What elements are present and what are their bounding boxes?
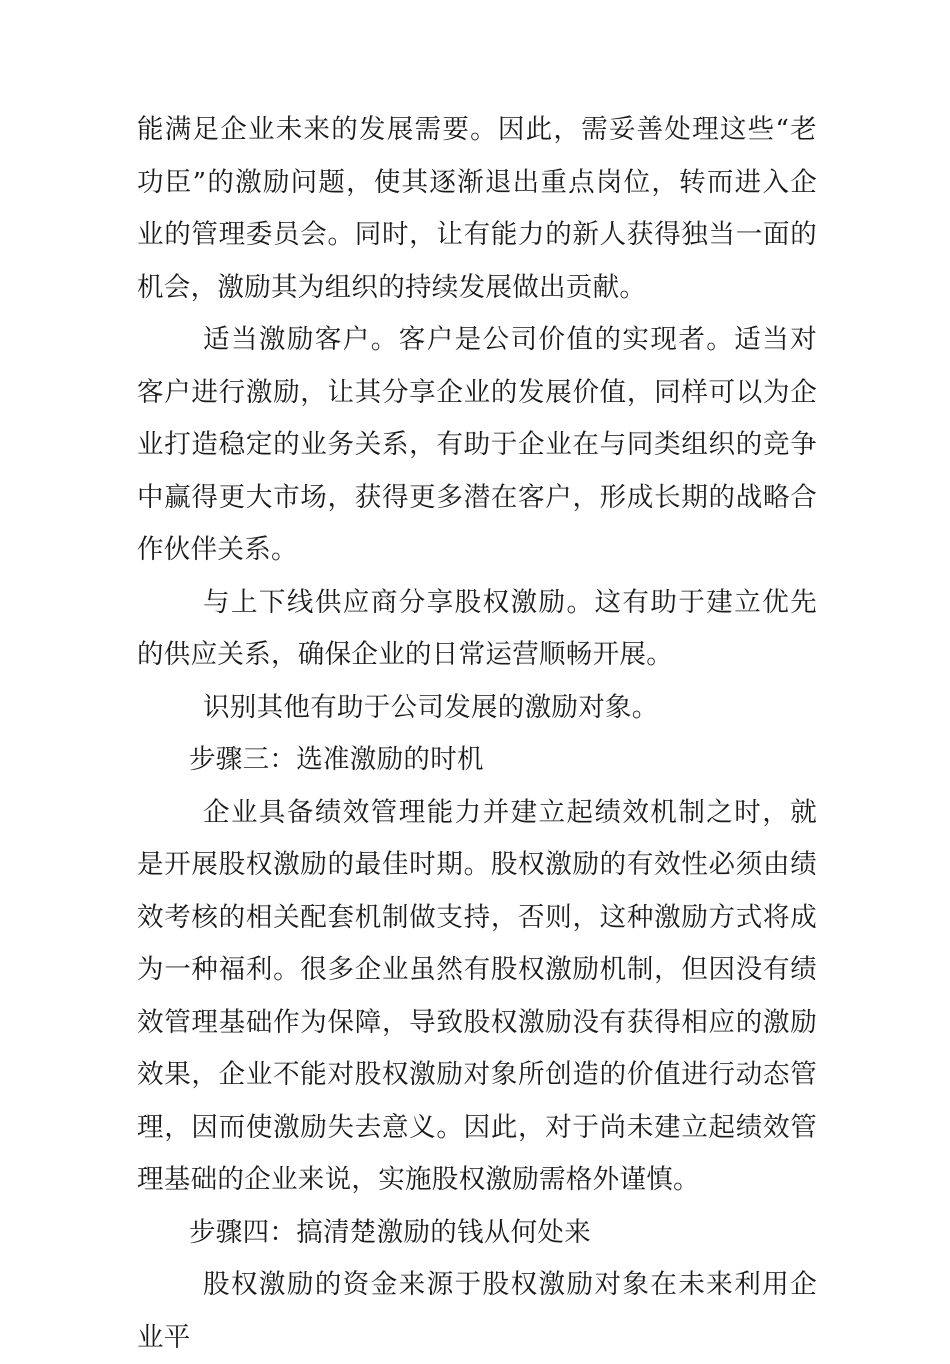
paragraph-continuation: 能满足企业未来的发展需要。因此，需妥善处理这些“老功臣”的激励问题，使其逐渐退出重点岗位，转而进入企业的管理委员会。同时，让有能力的新人获得独当一面的机会，激励其为组织的持续发展做出贡献。 xyxy=(137,114,818,303)
paragraph-supplier-incentive: 与上下线供应商分享股权激励。这有助于建立优先的供应关系，确保企业的日常运营顺畅开展。 xyxy=(137,586,817,670)
paragraph-customer-incentive: 适当激励客户。客户是公司价值的实现者。适当对客户进行激励，让其分享企业的发展价值，同样可以为企业打造稳定的业务关系，有助于企业在与同类组织的竞争中赢得更大市场，获得更多潜在客户，形成长期的战略合作伙伴关系。 xyxy=(137,324,817,565)
heading-step-four: 步骤四：搞清楚激励的钱从何处来 xyxy=(189,1216,591,1248)
paragraph-funding: 股权激励的资金来源于股权激励对象在未来利用企业平 xyxy=(137,1269,817,1353)
body-text xyxy=(137,104,817,1364)
paragraph-other-targets: 识别其他有助于公司发展的激励对象。 xyxy=(203,691,659,723)
heading-step-three: 步骤三：选准激励的时机 xyxy=(189,744,484,775)
paragraph-timing: 企业具备绩效管理能力并建立起绩效机制之时，就是开展股权激励的最佳时期。股权激励的有效性必须由绩效考核的相关配套机制做支持，否则，这种激励方式将成为一种福利。很多企业虽然有股权激励机制，但因没有绩效管理基础作为保障，导致股权激励没有获得相应的激励效果，企业不能对股权激励对象所创造的价值进行动态管理，因而使激励失去意义。因此，对于尚未建立起绩效管理基础的企业来说，实施股权激励需格外谨慎。 xyxy=(137,796,817,1195)
